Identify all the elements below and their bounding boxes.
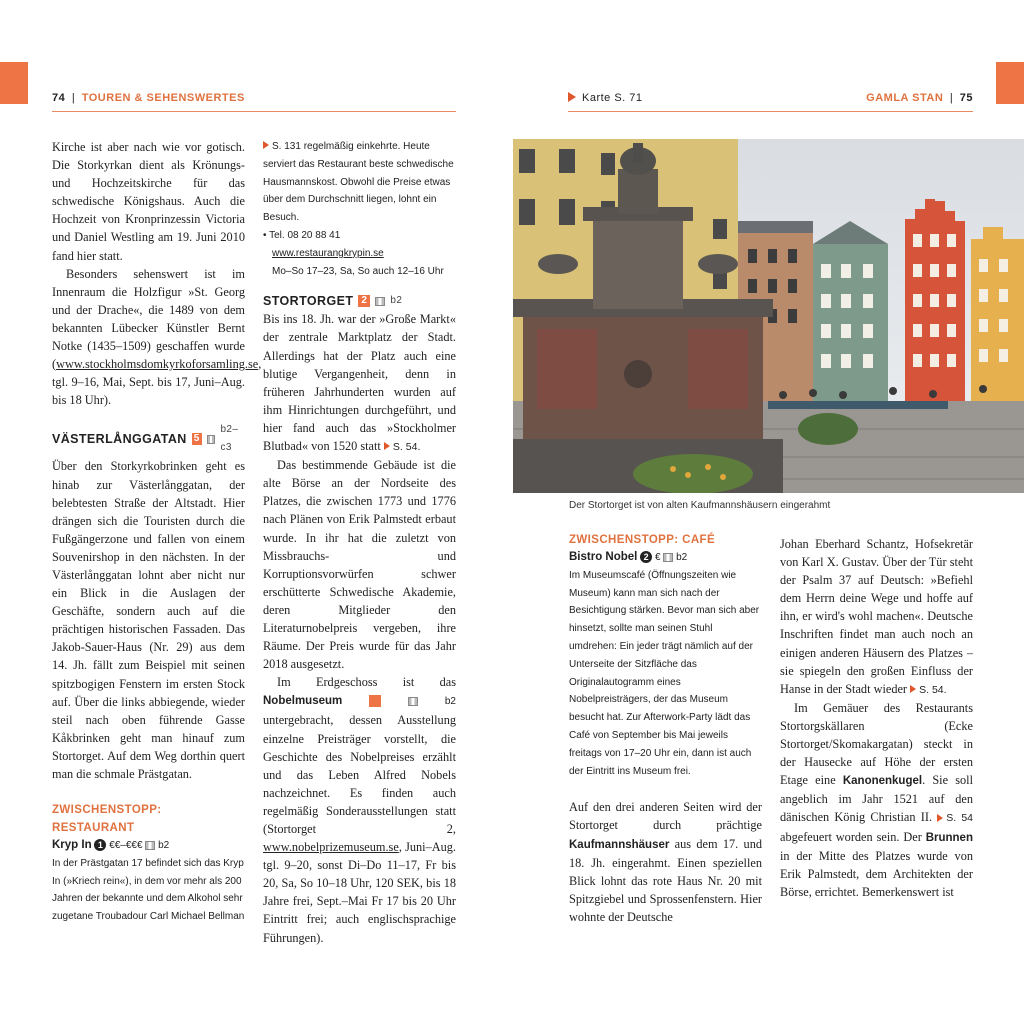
stop-number-badge: 2 [640,551,652,563]
page-number-left: 74 [52,92,66,104]
stop-number-badge: 1 [94,839,106,851]
stortorget-photo [513,139,1024,493]
arrow-icon [263,141,269,149]
paragraph: Kirche ist aber nach wie vor gotisch. Die Storkyrkan dient als Krönungs- und Hochzeitskirche für das schwedische Königshaus. Auch die Hochzeit von Kronprinzessin Victoria und Daniel Westling am 19. Juni 2010 fand hier statt. [52,140,245,263]
paragraph: Über den Storkyrkobrinken geht es hinab zur Västerlånggatan, der belebtesten Straße der Altstadt. Hier drängen sich die Touristen durch die Fußgängerzone und fallen von einem Souvenirshop in den nächsten. In der Västerlånggatan lohnt aber nicht nur ein Blick in die Auslagen der Geschäfte, sondern auch auf die prächtigen historischen Fassaden. Das Jakob-Sauer-Haus (Nr. 29) aus dem 14. Jh. fällt zum Beispiel mit seinen spitzbogigen Fenstern im ersten Stock auf. Über die links abbiegende, wieder steil nach oben führende Gasse Kåkbrinken geht man hinauf zum Stortorget. Auf dem Weg dorthin quert man die schmale Prästgatan. [52,459,245,781]
map-reference[interactable]: Karte S. 71 [568,92,643,104]
map-icon [145,841,155,850]
phone: • Tel. 08 20 88 41 [263,229,341,241]
right-running-head [568,92,973,112]
paragraph: Besonders sehenswert ist im Innenraum die Holzfigur »St. Georg und der Drache«, die 1489 von dem bekannten Lübecker Künstler Bernt Notke (1435–1509) geschaffen wurde (www.stockholmsdomkyrkoforsamling.se, tgl. 9–16, Mai, Sept. bis 17, Juni–Aug. bis 18 Uhr). [52,266,262,408]
link[interactable]: www.nobelprizemuseum.se [263,840,399,855]
stop-heading: ZWISCHENSTOPP: CAFÉ [569,534,716,546]
grid-reference: b2 [390,295,403,307]
section-heading: STORTORGET 2 b2 [263,294,403,309]
poi-number-badge: 6 [369,695,381,707]
column-2 [263,138,456,947]
cross-reference: S. 54. [392,441,421,454]
grid-reference: b2 [158,840,170,852]
photo-caption: Der Stortorget ist von alten Kaufmannshäusern eingerahmt [569,500,831,511]
arrow-icon [568,92,576,102]
cross-reference: S. 54 [946,812,973,825]
grid-reference: b2 [676,552,688,563]
stop-heading: ZWISCHENSTOPP: RESTAURANT [52,804,162,835]
stop-description-continued: S. 131 regelmäßig einkehrte. Heute serviert das Restaurant beste schwedische Hausmannskost. Obwohl die Preise etwas über dem Durchschnitt liegen, lohnt ein Besuch. [263,141,454,224]
grid-reference: b2–c3 [220,424,239,454]
column-1 [52,138,262,926]
price-range: €€–€€€ [109,840,143,852]
poi-number-badge: 2 [358,295,370,307]
stop-title-line [569,549,762,567]
website[interactable]: www.restaurangkrypin.se [272,247,384,259]
keyword: Brunnen [925,831,973,844]
section-heading: VÄSTERLÅNGGATAN 5 b2–c3 [52,421,245,457]
map-icon [207,435,216,444]
paragraph: Im Gemäuer des Restaurants Stortorgskällaren (Ecke Stortorget/Skomakargatan) steckt in der Hausecke auf Höhe der ersten Etage eine Kanonenkugel. Sie soll angeblich im Jahr 1521 auf den dänischen König Christian II. S. 54 abgefeuert worden sein. Der Brunnen in der Mitte des Platzes wurde von Erik Palmstedt, dem Architekten der Börse, errichtet. Bemerkenswert ist [780,700,973,899]
right-page-tab [996,62,1024,104]
section-title-left: TOUREN & SEHENSWERTES [81,92,245,104]
cafe-name: Bistro Nobel [569,551,638,563]
opening-hours: Mo–So 17–23, Sa, So auch 12–16 Uhr [272,265,444,277]
column-3 [569,531,762,926]
paragraph: Johan Eberhard Schantz, Hofsekretär von Karl X. Gustav. Über der Tür steht der Psalm 37 auf Deutsch: »Befiehl dem Herrn deine Wege und hoffe auf ihn, er wird's wohl machen«. Deutsche Inschriften findet man auch noch an einigen anderen Häusern des Platzes – sie spiegeln den großen Einfluss der Hanse in der Stadt wieder S. 54. [780,537,973,696]
arrow-icon [910,685,916,693]
paragraph: Auf den drei anderen Seiten wird der Stortorget durch prächtige Kaufmannshäuser aus dem 17. und 18. Jh. eingerahmt. Einen speziellen Blick lohnt das rote Haus Nr. 20 mit Spitzgiebel und Sprossenfenstern. Hier wohnte der Deutsche [569,800,763,924]
paragraph: Im Erdgeschoss ist das Nobelmuseum 6 b2 untergebracht, dessen Ausstellung einzelne Preisträger vorstellt, die Geschichte des Nobelpreises erzählt und das Leben Alfred Nobels nachzeichnet. Es finden auch regelmäßig Sonderausstellungen statt (Stortorget 2, www.nobelprizemuseum.se, Juni–Aug. tgl. 9–20, sonst Di–Do 11–17, Fr bis 20, Sa, So 10–18 Uhr, 120 SEK, bis 18 Jahre frei, Sept.–Mai Fr 17 bis 20 Uhr Eintritt frei; auch englischsprachige Führungen). [263,675,456,945]
stop-title-line [52,837,245,855]
price-range: € [654,552,661,563]
header-separator: | [949,92,954,104]
keyword: Kanonenkugel [842,775,923,788]
link[interactable]: www.stockholmsdomkyrkoforsamling.se [56,357,259,372]
restaurant-name: Kryp In [52,839,92,852]
poi-number-badge: 5 [192,433,202,445]
stop-description: In der Prästgatan 17 befindet sich das Kryp In (»Kriech rein«), in dem vor mehr als 200 Jahren der bekannte und dem Alkohol sehr zugetane Troubadour Carl Michael Bellman [52,857,245,923]
left-running-head [52,92,456,112]
keyword: Nobelmuseum [263,695,343,708]
section-title-right: GAMLA STAN [866,92,944,104]
keyword: Kaufmannshäuser [569,838,670,851]
map-icon [663,553,673,562]
map-icon [408,697,418,706]
paragraph: Das bestimmende Gebäude ist die alte Börse an der Nordseite des Platzes, die zwischen 1773 und 1776 nach Plänen von Erik Palmstedt erbaut wurde. In ihr hat die zuletzt von Missbrauchs- und Korruptionsvorwürfen schwer erschütterte Schwedische Akademie, deren Mitglieder den Literaturnobelpreis vergeben, ihre Räume. Der Preis wurde für das Jahr 2018 ausgesetzt. [263,458,456,672]
arrow-icon [384,442,390,450]
column-4 [780,535,973,901]
arrow-icon [937,814,943,822]
cross-reference: S. 54. [919,683,947,696]
stop-description: Im Museumscafé (Öffnungszeiten wie Museum) kann man sich nach der Besichtigung stärken. Bevor man sich aber hinsetzt, sollte man seinen Stuhl umdrehen: Ein jeder trägt nämlich auf der Unterseite der Sitzfläche das Originalautogramm eines Nobelpreisträgers, der das Museum besucht hat. Zur Afterwork-Party lädt das Café von September bis Mai jeweils freitags von 17–20 Uhr ein, dann ist auch der Eintritt ins Museum frei. [569,569,760,777]
grid-reference: b2 [444,696,456,708]
header-separator: | [71,92,76,104]
page-number-right: 75 [959,92,973,104]
left-page-tab [0,62,28,104]
paragraph: Bis ins 18. Jh. war der »Große Markt« der zentrale Marktplatz der Stadt. Allerdings hat der Platz auch eine blutige Vergangenheit, denn in früheren Jahrhunderten wurden auf ihm Hinrichtungen durchgeführt, und hier fand auch das »Stockholmer Blutbad« von 1520 statt S. 54. [263,312,456,454]
map-icon [375,297,385,306]
